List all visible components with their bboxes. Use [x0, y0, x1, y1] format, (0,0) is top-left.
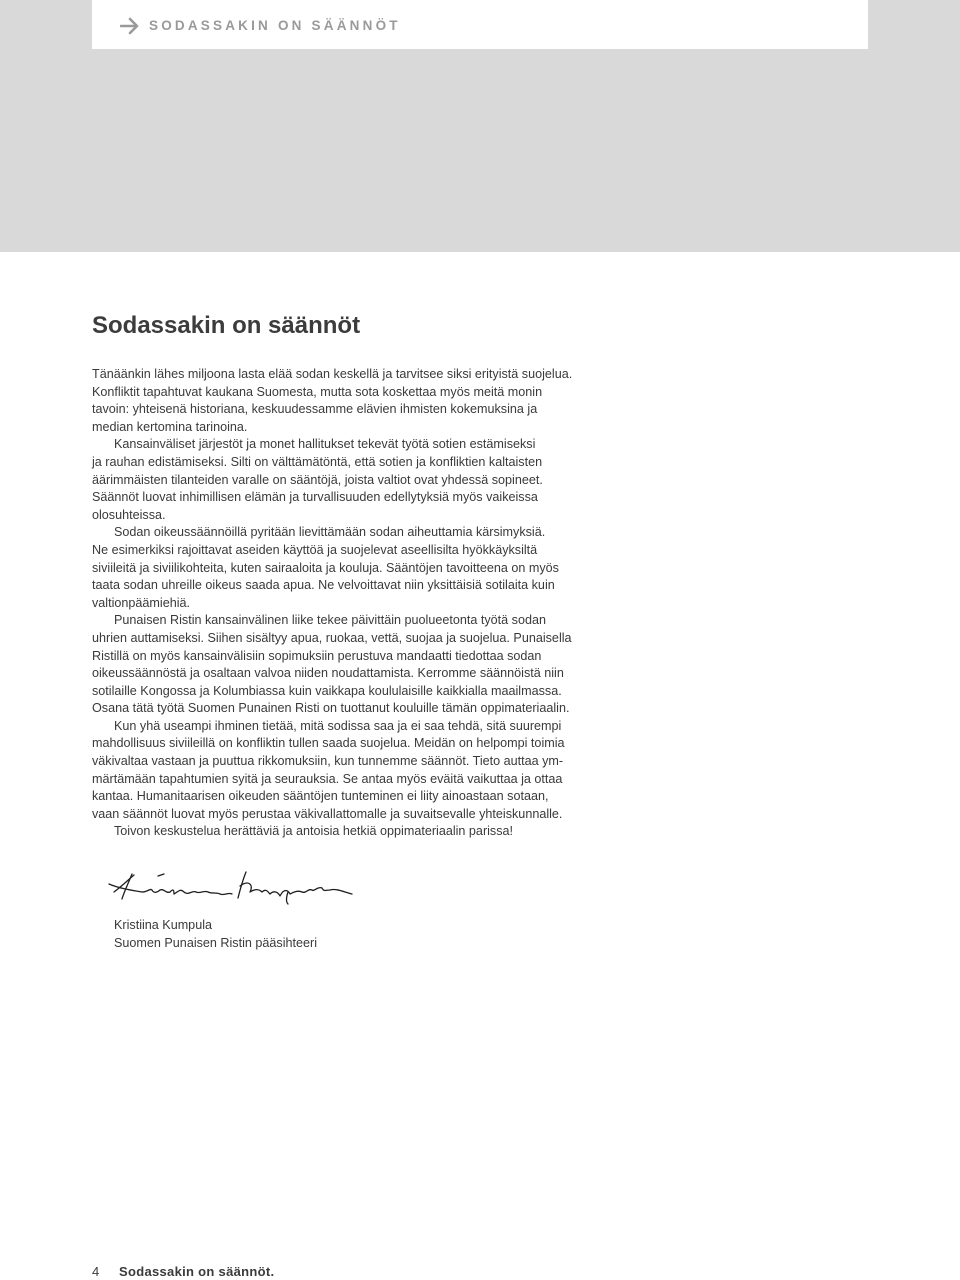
page-number: 4 — [92, 1264, 100, 1279]
body-line: Osana tätä työtä Suomen Punainen Risti on tuottanut kouluille tämän oppimateriaalin. — [92, 701, 570, 716]
body-line: tavoin: yhteisenä historiana, keskuudessamme elävien ihmisten kokemuksina ja — [92, 402, 538, 417]
page-title: Sodassakin on säännöt — [92, 312, 361, 339]
body-line: taata sodan uhreille oikeus saada apua. Ne velvoittavat niin yksittäisiä sotilaita kuin — [92, 578, 555, 593]
body-line: oikeussäännöstä ja osaltaan valvoa niiden noudattamista. Kerromme säännöistä niin — [92, 666, 564, 681]
arrow-right-icon — [120, 17, 140, 35]
body-line: Sodan oikeussäännöillä pyritään lievittämään sodan aiheuttamia kärsimyksiä. — [114, 525, 546, 540]
body-line: median kertomina tarinoina. — [92, 419, 248, 434]
body-line: uhrien auttamiseksi. Siihen sisältyy apua, ruokaa, vettä, suojaa ja suojelua. Punaisella — [92, 630, 572, 645]
body-text — [92, 366, 612, 841]
body-line: mahdollisuus siviileillä on konfliktin tullen saada suojelua. Meidän on helpompi toimia — [92, 736, 565, 751]
body-line: märtämään tapahtumien syitä ja seurauksia. Se antaa myös eväitä vaikuttaa ja ottaa — [92, 771, 563, 786]
page-footer — [92, 1264, 274, 1280]
body-line: vaan säännöt luovat myös perustaa väkivallattomalle ja suvaitsevalle yhteiskunnalle. — [92, 806, 563, 821]
body-line: siviileitä ja siviilikohteita, kuten sairaaloita ja kouluja. Sääntöjen tavoitteena on myös — [92, 560, 559, 575]
footer-title: Sodassakin on säännöt. — [119, 1264, 275, 1279]
body-line: Punaisen Ristin kansainvälinen liike tekee päivittäin puolueetonta työtä sodan — [114, 613, 546, 628]
body-line: Kun yhä useampi ihminen tietää, mitä sodissa saa ja ei saa tehdä, sitä suurempi — [114, 718, 562, 733]
body-line: väkivaltaa vastaan ja puuttua rikkomuksiin, kun tunnemme säännöt. Tieto auttaa ym- — [92, 754, 564, 769]
body-line: Säännöt luovat inhimillisen elämän ja turvallisuuden edellytyksiä myös vaikeissa — [92, 490, 538, 505]
body-line: Ne esimerkiksi rajoittavat aseiden käyttöä ja suojelevat aseellisilta hyökkäyksiltä — [92, 542, 538, 557]
body-line: valtionpäämiehiä. — [92, 595, 191, 610]
signer-name: Kristiina Kumpula — [114, 918, 212, 932]
body-line: Konfliktit tapahtuvat kaukana Suomesta, mutta sota koskettaa myös meitä monin — [92, 384, 543, 399]
body-line: olosuhteissa. — [92, 507, 166, 522]
body-line: ja rauhan edistämiseksi. Silti on välttämätöntä, että sotien ja konfliktien kaltaisten — [92, 454, 543, 469]
body-line: Tänäänkin lähes miljoona lasta elää sodan keskellä ja tarvitsee siksi erityistä suojelua. — [92, 367, 573, 381]
handwritten-signature — [108, 866, 358, 906]
body-line: Ristillä on myös kansainvälisiin sopimuksiin perustuva mandaatti tiedottaa sodan — [92, 648, 542, 663]
body-line: kantaa. Humanitaarisen oikeuden sääntöjen tunteminen ei liity ainoastaan sotaan, — [92, 789, 549, 804]
signer-block — [114, 917, 317, 952]
body-line: Kansainväliset järjestöt ja monet hallitukset tekevät työtä sotien estämiseksi — [114, 437, 536, 452]
body-line: sotilaille Kongossa ja Kolumbiassa kuin vaikkapa koululaisille kaikkialla maailmassa. — [92, 683, 562, 698]
body-line: Toivon keskustelua herättäviä ja antoisia hetkiä oppimateriaalin parissa! — [114, 824, 514, 839]
body-line: äärimmäisten tilanteiden varalle on sääntöjä, joista valtiot ovat yhdessä sopineet. — [92, 472, 543, 487]
signer-role: Suomen Punaisen Ristin pääsihteeri — [114, 935, 318, 950]
running-head: SODASSAKIN ON SÄÄNNÖT — [149, 18, 401, 33]
